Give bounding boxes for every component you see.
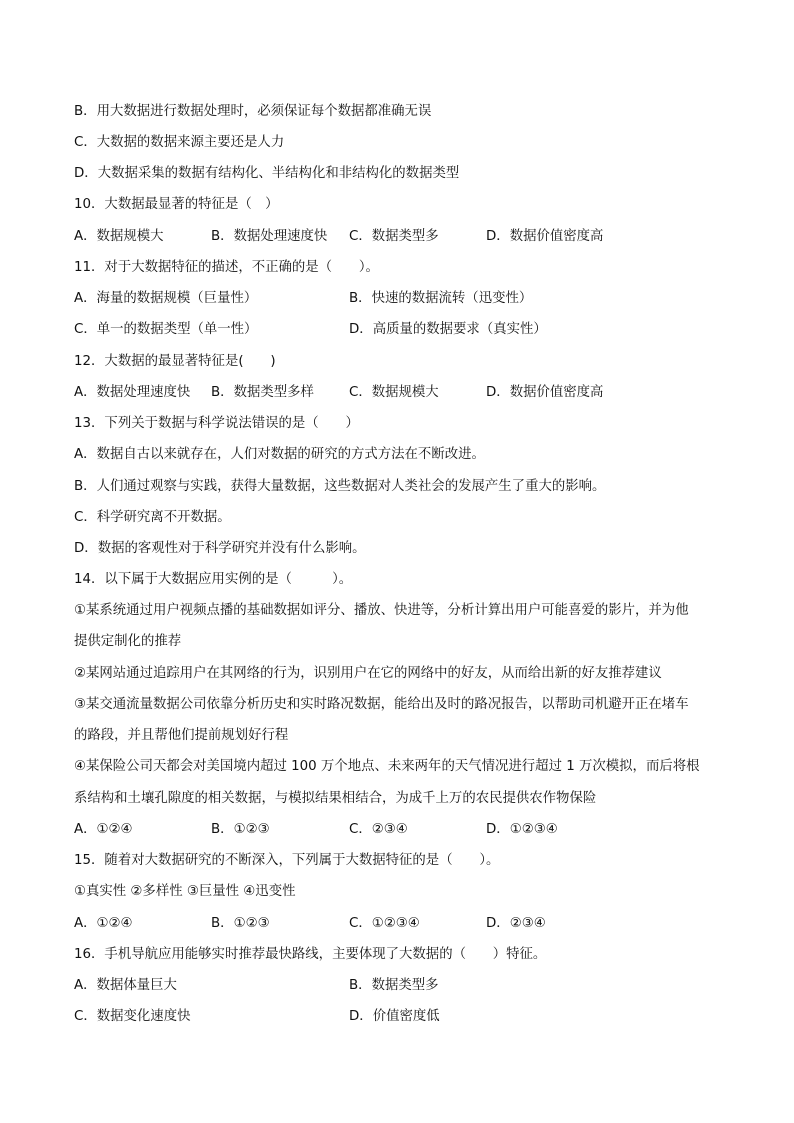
question-14: 14．以下属于大数据应用实例的是（ ）。 <box>74 572 353 587</box>
question-15: 15．随着对大数据研究的不断深入，下列属于大数据特征的是（ ）。 <box>74 853 500 868</box>
q9-option-c: C．大数据的数据来源主要还是人力 <box>74 135 285 150</box>
q10-option-d: D．数据价值密度高 <box>486 229 604 244</box>
question-16: 16．手机导航应用能够实时推荐最快路线，主要体现了大数据的（ ）特征。 <box>74 947 547 962</box>
q14-item-1-cont: 提供定制化的推荐 <box>74 634 182 649</box>
q15-option-a: A．①②④ <box>74 916 133 931</box>
q13-option-c: C．科学研究离不开数据。 <box>74 510 231 525</box>
question-11: 11．对于大数据特征的描述，不正确的是（ ）。 <box>74 260 379 275</box>
q16-options-row2 <box>74 1006 734 1028</box>
q14-item-4-cont: 系结构和土壤孔隙度的相关数据，与模拟结果相结合，为成千上万的农民提供农作物保险 <box>74 791 597 806</box>
q14-option-a: A．①②④ <box>74 822 133 837</box>
q12-option-c: C．数据规模大 <box>349 385 439 400</box>
q14-options <box>74 819 734 841</box>
q12-option-d: D．数据价值密度高 <box>486 385 604 400</box>
q12-option-a: A．数据处理速度快 <box>74 385 191 400</box>
q15-option-b: B．①②③ <box>211 916 270 931</box>
q16-option-b: B．数据类型多 <box>349 978 439 993</box>
q16-options-row1 <box>74 975 734 997</box>
q14-item-4: ④某保险公司天都会对美国境内超过 100 万个地点、未来两年的天气情况进行超过 1 万次模拟，而后将根 <box>74 759 700 774</box>
q11-option-b: B．快速的数据流转（迅变性） <box>349 291 533 306</box>
q12-options <box>74 382 734 404</box>
q15-option-c: C．①②③④ <box>349 916 420 931</box>
q10-option-a: A．数据规模大 <box>74 229 164 244</box>
q14-item-1: ①某系统通过用户视频点播的基础数据如评分、播放、快进等，分析计算出用户可能喜爱的影片，并为他 <box>74 603 689 618</box>
q15-options <box>74 913 734 935</box>
q14-item-3: ③某交通流量数据公司依靠分析历史和实时路况数据，能给出及时的路况报告，以帮助司机避开正在堵车 <box>74 697 689 712</box>
q15-option-d: D．②③④ <box>486 916 546 931</box>
q11-options-row1 <box>74 288 734 310</box>
q14-option-c: C．②③④ <box>349 822 408 837</box>
q10-option-c: C．数据类型多 <box>349 229 439 244</box>
q11-option-d: D．高质量的数据要求（真实性） <box>349 322 547 337</box>
q13-option-d: D．数据的客观性对于科学研究并没有什么影响。 <box>74 541 366 556</box>
q14-item-2: ②某网站通过追踪用户在其网络的行为，识别用户在它的网络中的好友，从而给出新的好友推荐建议 <box>74 666 662 681</box>
q11-options-row2 <box>74 319 734 341</box>
q16-option-a: A．数据体量巨大 <box>74 978 177 993</box>
q16-option-c: C．数据变化速度快 <box>74 1009 191 1024</box>
q16-option-d: D．价值密度低 <box>349 1009 440 1024</box>
q13-option-b: B．人们通过观察与实践，获得大量数据，这些数据对人类社会的发展产生了重大的影响。 <box>74 479 606 494</box>
q14-option-b: B．①②③ <box>211 822 270 837</box>
question-12: 12．大数据的最显著特征是( ) <box>74 354 276 369</box>
question-10: 10．大数据最显著的特征是（ ） <box>74 197 279 212</box>
q15-items: ①真实性 ②多样性 ③巨量性 ④迅变性 <box>74 884 296 899</box>
q11-option-c: C．单一的数据类型（单一性） <box>74 322 258 337</box>
q9-option-b: B．用大数据进行数据处理时，必须保证每个数据都准确无误 <box>74 104 432 119</box>
q14-item-3-cont: 的路段，并且帮他们提前规划好行程 <box>74 728 289 743</box>
q12-option-b: B．数据类型多样 <box>211 385 314 400</box>
question-13: 13．下列关于数据与科学说法错误的是（ ） <box>74 416 359 431</box>
q13-option-a: A．数据自古以来就存在，人们对数据的研究的方式方法在不断改进。 <box>74 447 485 462</box>
q10-option-b: B．数据处理速度快 <box>211 229 328 244</box>
q9-option-d: D．大数据采集的数据有结构化、半结构化和非结构化的数据类型 <box>74 166 460 181</box>
q14-option-d: D．①②③④ <box>486 822 558 837</box>
q11-option-a: A．海量的数据规模（巨量性） <box>74 291 258 306</box>
q10-options <box>74 226 734 248</box>
